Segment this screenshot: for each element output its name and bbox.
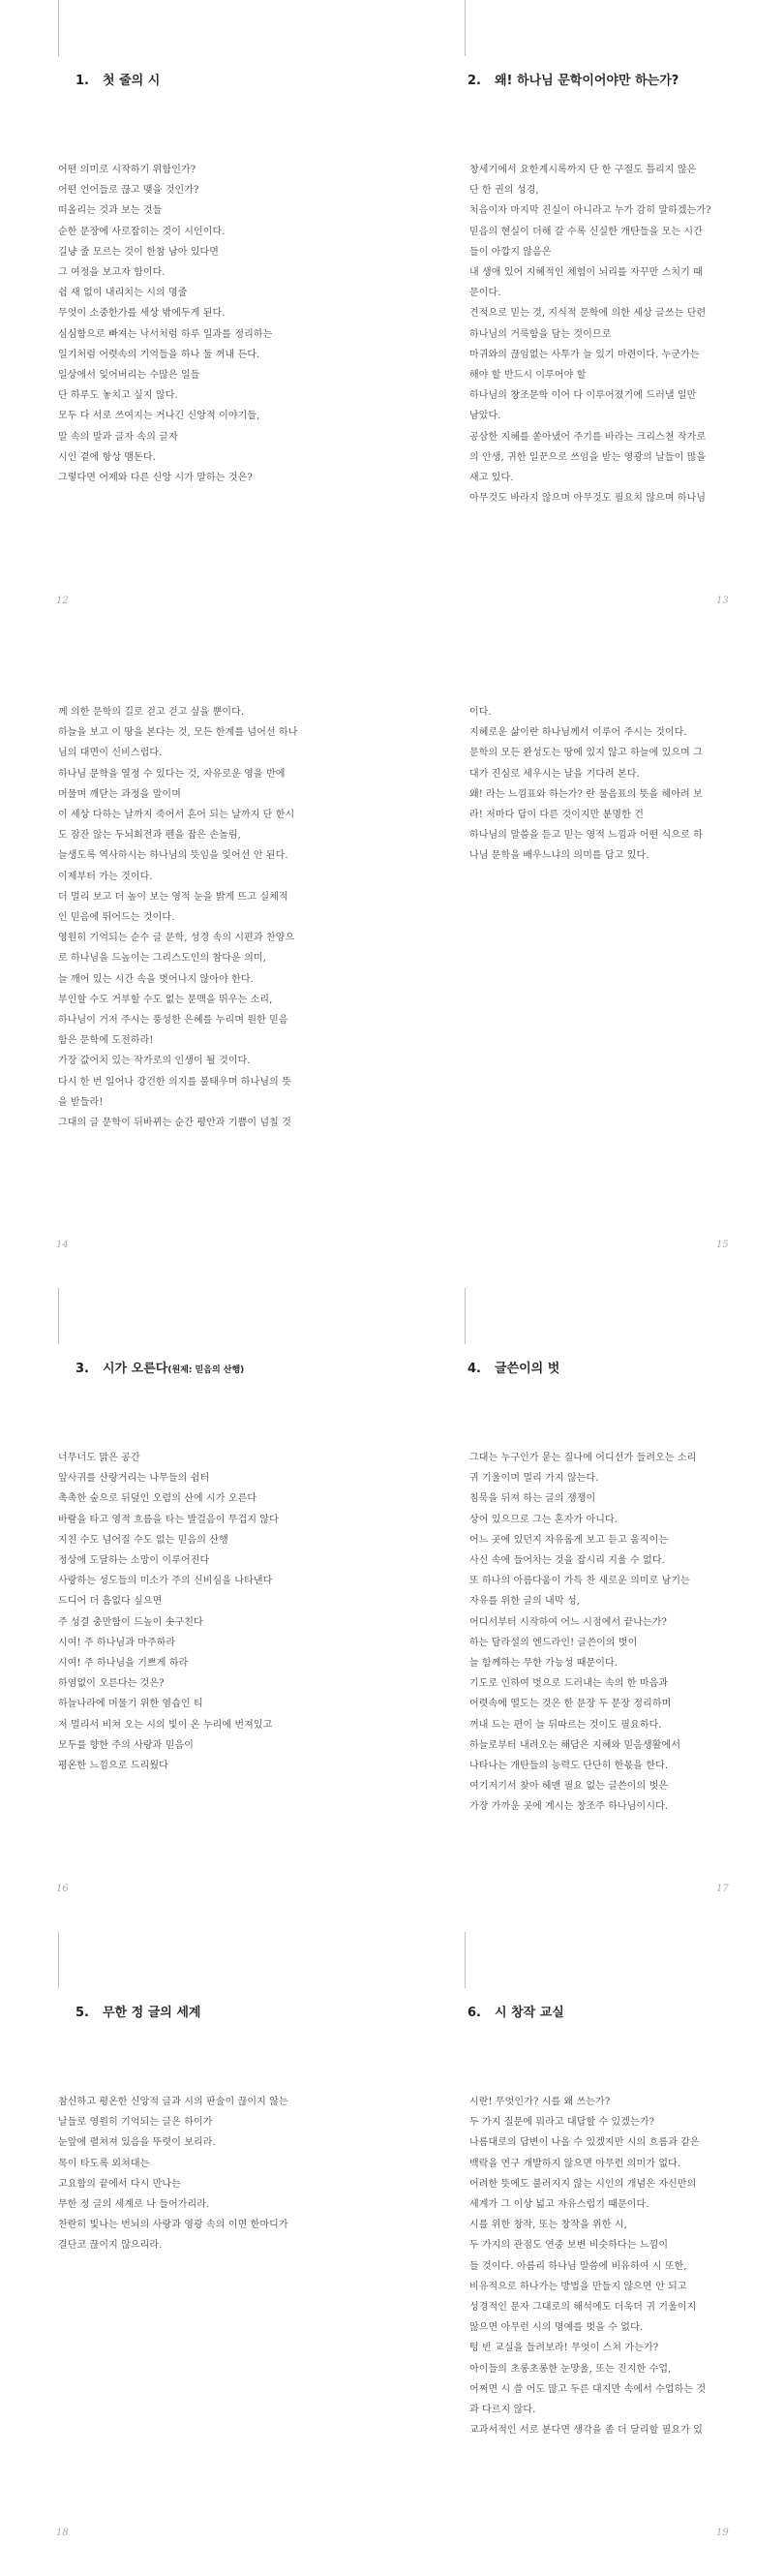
chapter-subtitle: (원제: 믿음의 산행) xyxy=(167,1365,245,1375)
text-line: 교과서적인 서로 분다면 생각을 좀 더 달리할 필요가 있 xyxy=(469,2425,703,2437)
text-line: 하늘나라에 머물기 위한 염습인 티 xyxy=(58,1699,203,1710)
text-line: 하나님이 거저 주시는 풍성한 은혜를 누리며 원한 믿음 xyxy=(58,1015,288,1027)
body-text xyxy=(58,702,339,1133)
text-line: 모두를 향한 주의 사랑과 믿음이 xyxy=(58,1739,194,1751)
body-text xyxy=(469,160,736,508)
text-line: 이제부터 가는 것이다. xyxy=(58,871,153,882)
chapter-heading xyxy=(75,1358,244,1376)
text-line: 지혜로운 삶이란 하나님께서 이루어 주시는 것이다. xyxy=(469,727,687,739)
text-line: 어쩌면 시 쓸 어도 많고 두른 대지만 속에서 수업하는 것 xyxy=(469,2383,707,2395)
text-line: 촉촉한 숲으로 뒤덮인 오렴의 산에 시가 오른다 xyxy=(58,1493,257,1505)
text-line: 처음이자 마지막 진실이 아니라고 누가 감히 말하겠는가? xyxy=(469,205,711,217)
text-line: 하늘을 보고 이 땅을 본다는 것, 모든 한계를 넘어선 하나 xyxy=(58,727,298,739)
text-line: 하염없이 오른다는 것은? xyxy=(58,1678,165,1690)
text-line: 문학의 모든 완성도는 땅에 있지 않고 하늘에 있으며 그 xyxy=(469,748,703,759)
text-line: 그 여정을 보고자 함이다. xyxy=(58,267,166,279)
text-line: 순한 문장에 사로잡히는 것이 시인이다. xyxy=(58,226,226,237)
chapter-number: 4. xyxy=(467,1362,481,1376)
page-number: 16 xyxy=(56,1884,69,1894)
text-line: 무한 정 글의 세계로 나 들어가리라. xyxy=(58,2199,210,2211)
text-line: 들이 아깝지 않음은 xyxy=(469,246,552,258)
text-line: 너무너도 맑은 공간 xyxy=(58,1453,140,1463)
page-number: 13 xyxy=(716,596,729,606)
text-line: 내 생애 있어 지혜적인 체험이 뇌리를 자꾸만 스치기 때 xyxy=(469,267,703,279)
chapter-number: 5. xyxy=(75,2006,89,2020)
text-line: 늘생도록 역사하시는 하나님의 뜻임을 잊어선 안 된다. xyxy=(58,850,288,862)
text-line: 여기저기서 찾아 헤맨 필요 없는 글쓴이의 벗은 xyxy=(469,1781,669,1793)
text-line: 시인 곁에 항상 맴돈다. xyxy=(58,451,156,463)
text-line: 길냥 줄 모르는 것이 한참 남아 있다면 xyxy=(58,246,220,258)
text-line: 귀 기울이며 멀리 가지 않는다. xyxy=(469,1473,599,1485)
chapter-title: 글쓴이의 벗 xyxy=(495,1362,560,1376)
chapter-heading xyxy=(75,2002,200,2020)
text-line: 다시 한 번 일어나 강건한 의지를 불태우며 하나님의 뜻 xyxy=(58,1076,291,1088)
text-line: 더 멀리 보고 더 높이 보는 영적 눈을 밝게 뜨고 실체적 xyxy=(58,891,288,903)
text-line: 인 믿음에 뛰어드는 것이다. xyxy=(58,912,175,924)
text-line: 기도로 인하여 벗으로 드러내는 속의 한 마음과 xyxy=(469,1678,669,1690)
text-line: 어느 곳에 있던지 자유롭게 보고 듣고 움직이는 xyxy=(469,1534,669,1546)
page-spread xyxy=(0,1932,784,2576)
text-line: 머물며 깨닫는 과정을 말이며 xyxy=(58,788,181,800)
chapter-number: 2. xyxy=(467,74,481,88)
page-spread xyxy=(0,1288,784,1932)
text-line: 나님 문학을 배우느냐의 의미를 답고 있다. xyxy=(469,850,649,862)
text-line: 하나님의 말씀을 듣고 믿는 영적 느낌과 어떤 식으로 하 xyxy=(469,830,703,842)
text-line: 상어 있으므로 그는 혼자가 아니다. xyxy=(469,1514,618,1525)
text-line: 드디어 더 흠없다 싶으면 xyxy=(58,1596,163,1608)
text-line: 함은 문학에 도전하라! xyxy=(58,1035,154,1047)
text-line: 고요함의 끝에서 다시 만나는 xyxy=(58,2178,181,2190)
text-line: 그대는 누구인가 묻는 질나에 어디선가 들려오는 소리 xyxy=(469,1453,697,1463)
text-line: 문이다. xyxy=(469,288,501,299)
text-line: 남았다. xyxy=(469,411,501,422)
text-line: 나타나는 개탄들의 능력도 단단히 한몫을 한다. xyxy=(469,1761,669,1772)
text-line: 시를 위한 창작, 또는 창작을 위한 시, xyxy=(469,2220,627,2231)
text-line: 견적으로 믿는 것, 지식적 문학에 의한 세상 글쓰는 단련 xyxy=(469,308,707,320)
body-text xyxy=(58,2092,339,2256)
text-line: 꺼내 드는 편이 늘 뒤따르는 것이도 필요하다. xyxy=(469,1719,662,1731)
text-line: 결단코 끊이지 않으리라. xyxy=(58,2240,163,2252)
text-line: 어떤 언어들로 끊고 맺을 것인가? xyxy=(58,185,199,197)
text-line: 가장 가까운 곳에 계시는 창조주 하나님이시다. xyxy=(469,1801,669,1813)
text-line: 부인할 수도 거부할 수도 없는 문맥을 뛰우는 소리, xyxy=(58,994,273,1005)
chapter-rule xyxy=(58,1288,59,1344)
chapter-rule xyxy=(465,1932,466,1988)
text-line: 어떤 의미로 시작하기 위함인가? xyxy=(58,165,196,175)
text-line: 쉼 새 없이 내리치는 시의 명줄 xyxy=(58,288,188,299)
left-page xyxy=(0,1932,392,2576)
text-line: 과 다르지 않다. xyxy=(469,2405,536,2416)
text-line: 공삼한 지혜를 쏟아냈어 주기를 바라는 크리스천 작가로 xyxy=(469,431,707,443)
text-line: 또 하나의 아름다움이 가득 찬 새로운 의미로 남기는 xyxy=(469,1576,690,1587)
text-line: 비유적으로 하나가는 방법을 만들지 않으면 안 되고 xyxy=(469,2281,687,2292)
text-line: 아이들의 초롱초롱한 눈망울, 또는 진지한 수업, xyxy=(469,2363,672,2375)
text-line: 단 한 권의 성경, xyxy=(469,185,539,197)
chapter-heading xyxy=(467,2002,564,2020)
right-page xyxy=(392,1288,784,1932)
text-line: 이다. xyxy=(469,707,492,718)
text-line: 의 안생, 귀한 일꾼으로 쓰임을 받는 영광의 날들이 많을 xyxy=(469,451,707,463)
text-line: 텅 빈 교실을 들려보라! 무엇이 스쳐 가는가? xyxy=(469,2343,659,2354)
right-page xyxy=(392,0,784,644)
body-text xyxy=(469,2092,736,2440)
chapter-rule xyxy=(465,1288,466,1344)
text-line: 하늘로부터 내려오는 해답은 지혜와 믿음생활에서 xyxy=(469,1739,681,1751)
left-page xyxy=(0,644,392,1288)
text-line: 나름대로의 답변이 나올 수 있겠지만 시의 흐름과 같은 xyxy=(469,2137,700,2149)
chapter-title: 왜! 하나님 문학이어야만 하는가? xyxy=(495,74,679,88)
text-line: 주 성결 충만함이 드높이 솟구친다 xyxy=(58,1616,203,1628)
text-line: 일상에서 잊어버리는 수많은 일들 xyxy=(58,370,200,382)
text-line: 시란! 무엇인가? 시를 왜 쓰는가? xyxy=(469,2097,611,2107)
text-line: 그렇다면 어제와 다른 신앙 시가 말하는 것은? xyxy=(58,473,253,484)
text-line: 자유를 위한 글의 내막 성, xyxy=(469,1596,580,1608)
text-line: 라! 저마다 답이 다른 것이지만 분명한 건 xyxy=(469,810,644,821)
left-page xyxy=(0,1288,392,1932)
chapter-number: 3. xyxy=(75,1362,89,1376)
chapter-heading xyxy=(467,70,678,88)
page-number: 14 xyxy=(56,1240,69,1250)
text-line: 백락을 연구 개발하지 않으면 아무런 의미가 없다. xyxy=(469,2158,681,2169)
chapter-title: 시가 오른다 xyxy=(103,1362,168,1376)
page-number: 12 xyxy=(56,596,69,606)
chapter-title: 시 창작 교실 xyxy=(495,2006,564,2020)
text-line: 저 멀리서 비쳐 오는 시의 빛이 온 누리에 번져있고 xyxy=(58,1719,273,1731)
text-line: 하나님의 거룩함을 담는 것이므로 xyxy=(469,328,612,340)
body-text xyxy=(58,1448,339,1776)
chapter-rule xyxy=(58,0,59,56)
text-line: 정상에 도달하는 소망이 이루어진다 xyxy=(58,1555,210,1567)
text-line: 일기처럼 어렷속의 기억들을 하나 둘 꺼내 든다. xyxy=(58,349,260,360)
text-line: 도 잠잔 않는 두뇌회전과 펜을 잡은 손놀림, xyxy=(58,830,241,842)
text-line: 눈앞에 펼쳐져 있음을 뚜렷이 보리라. xyxy=(58,2137,216,2149)
text-line: 세계가 그 이상 넓고 자유스럽기 때문이다. xyxy=(469,2199,649,2211)
text-line: 무엇이 소중한가를 세상 밖에두게 된다. xyxy=(58,308,226,320)
page-spread xyxy=(0,644,784,1288)
text-line: 들 것이다. 아름리 하나님 말씀에 비유하여 시 또한, xyxy=(469,2260,687,2272)
chapter-heading xyxy=(467,1358,559,1376)
text-line: 로 하나님을 드높이는 그리스도인의 참다운 의미, xyxy=(58,953,266,965)
text-line: 단 하루도 놓치고 싶지 않다. xyxy=(58,390,178,402)
text-line: 어렷속에 떨도는 것은 한 문장 두 문장 정리하며 xyxy=(469,1699,672,1710)
chapter-title: 무한 정 글의 세계 xyxy=(103,2006,201,2020)
right-page xyxy=(392,644,784,1288)
chapter-rule xyxy=(465,0,466,56)
text-line: 평온한 느낌으로 드리웠다 xyxy=(58,1761,168,1772)
text-line: 그대의 글 문학이 뒤바뀌는 순간 평안과 기쁨이 넘칠 것 xyxy=(58,1118,291,1129)
page-number: 18 xyxy=(56,2528,69,2538)
text-line: 말 속의 말과 글자 속의 글자 xyxy=(58,431,178,443)
text-line: 날들로 영원히 기억되는 글은 하이가 xyxy=(58,2117,213,2129)
text-line: 두 가지의 관점도 연중 보변 비슷하다는 느낌이 xyxy=(469,2240,669,2252)
text-line: 창세기에서 요한계시록까지 단 한 구절도 틀리지 않은 xyxy=(469,165,697,175)
text-line: 찬란히 빛나는 번뇌의 사랑과 영광 속의 이면 한마디가 xyxy=(58,2220,288,2231)
left-page xyxy=(0,0,392,644)
text-line: 시여! 주 하나님을 기쁘게 하라 xyxy=(58,1658,189,1670)
text-line: 성경적인 문자 그대로의 해석에도 더욱더 귀 기울이지 xyxy=(469,2302,697,2314)
text-line: 하는 담라설의 엔드라인! 글쓴이의 벗이 xyxy=(469,1637,638,1648)
chapter-heading xyxy=(75,70,160,88)
page-number: 17 xyxy=(716,1884,729,1894)
text-line: 앞사귀를 산랑거리는 나무들의 쉼터 xyxy=(58,1473,210,1485)
text-line: 영원히 기억되는 순수 글 문학, 성경 속의 시편과 찬양으 xyxy=(58,933,295,944)
text-line: 님의 대면이 신비스럽다. xyxy=(58,748,163,759)
body-text xyxy=(58,160,339,488)
chapter-rule xyxy=(58,1932,59,1988)
text-line: 하나님의 창조문학 이어 다 이루어졌기에 드러낼 일만 xyxy=(469,390,697,402)
body-text xyxy=(469,1448,736,1818)
text-line: 바람을 타고 영적 흐름을 타는 발걸음이 무겁지 않다 xyxy=(58,1514,279,1525)
text-line: 왜! 라는 느낌표와 하는가? 란 물음표의 뜻을 헤아려 보 xyxy=(469,788,703,800)
text-line: 참신하고 평온한 신앙적 글과 시의 판술이 끊이지 않는 xyxy=(58,2097,288,2107)
text-line: 해야 할 반드시 이루어야 할 xyxy=(469,370,587,382)
text-line: 마귀와의 끊임없는 사투가 늘 있기 마련이다. 누군가는 xyxy=(469,349,700,360)
text-line: 떠올리는 것과 보는 것들 xyxy=(58,205,163,217)
chapter-number: 6. xyxy=(467,2006,481,2020)
text-line: 침묵을 뒤져 하는 글의 쟁쟁이 xyxy=(469,1493,596,1505)
text-line: 믿음의 현실이 더해 갈 수록 신실한 개탄들을 모는 시간 xyxy=(469,226,703,237)
text-line: 대가 진심로 세우시는 날을 기다려 본다. xyxy=(469,768,640,780)
text-line: 어려한 뜻에도 불러지지 않는 시인의 개념은 자신만의 xyxy=(469,2178,697,2190)
text-line: 모두 다 서로 쓰여지는 거나긴 신앙적 이야기들, xyxy=(58,411,260,422)
text-line: 심심함으로 빠져는 낙서처럼 하루 일과를 정리하는 xyxy=(58,328,273,340)
page-spread xyxy=(0,0,784,644)
text-line: 새고 있다. xyxy=(469,473,514,484)
text-line: 두 가지 질문에 뭐라고 대답할 수 있겠는가? xyxy=(469,2117,655,2129)
text-line: 목이 타도록 외쳐대는 xyxy=(58,2158,150,2169)
body-text xyxy=(469,702,736,867)
text-line: 어디서부터 시작하여 어느 시점에서 끝나는가? xyxy=(469,1616,668,1628)
text-line: 않으면 아무런 시의 명예를 벗을 수 없다. xyxy=(469,2322,644,2334)
text-line: 늘 깨어 있는 시간 속을 벗어나지 않아야 한다. xyxy=(58,973,254,985)
chapter-title: 첫 줄의 시 xyxy=(103,74,161,88)
text-line: 이 세상 다하는 날까지 죽어서 흔어 되는 날까지 단 한시 xyxy=(58,810,295,821)
chapter-number: 1. xyxy=(75,74,89,88)
text-line: 늘 함께하는 무한 가능성 때문이다. xyxy=(469,1658,618,1670)
text-line: 시여! 주 하나님과 마주하라 xyxy=(58,1637,176,1648)
text-line: 하나님 문학을 열정 수 있다는 것, 자유로운 영을 반에 xyxy=(58,768,286,780)
text-line: 지친 수도 넘어질 수도 없는 믿음의 산행 xyxy=(58,1534,228,1546)
text-line: 사신 속에 들어차는 것을 잡시리 지울 수 없다. xyxy=(469,1555,665,1567)
text-line: 가장 값어치 있는 작가로의 인생이 될 것이다. xyxy=(58,1056,251,1067)
page-number: 15 xyxy=(716,1240,729,1250)
page-number: 19 xyxy=(716,2528,729,2538)
text-line: 께 의한 문학의 길로 걷고 걷고 싶을 뿐이다. xyxy=(58,707,245,718)
right-page xyxy=(392,1932,784,2576)
text-line: 사랑하는 성도들의 미소가 주의 신비심을 나타낸다 xyxy=(58,1576,273,1587)
text-line: 아무것도 바라지 않으며 아무것도 필요치 않으며 하나님 xyxy=(469,493,707,505)
text-line: 을 받들라! xyxy=(58,1096,104,1108)
